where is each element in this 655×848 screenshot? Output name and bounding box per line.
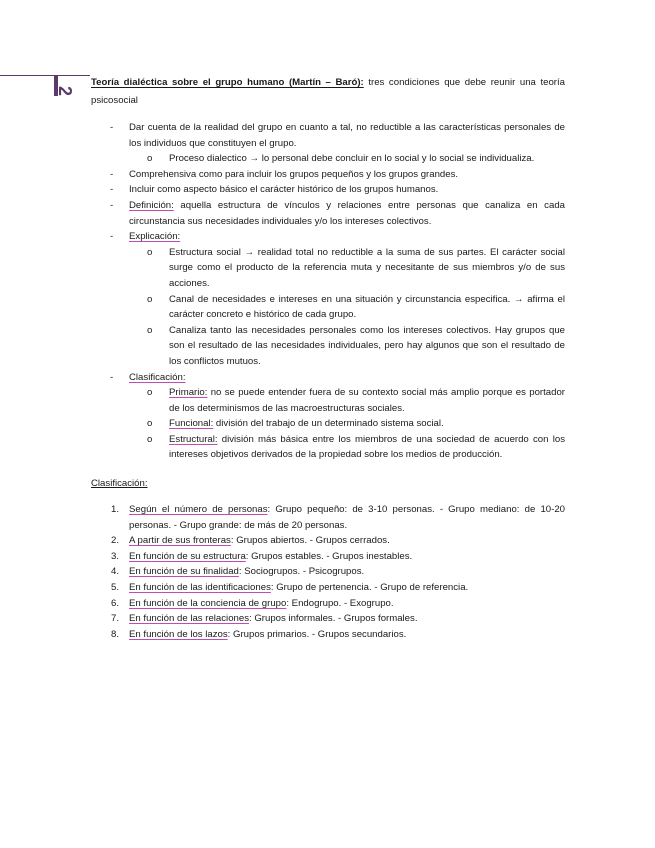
document-body: [91, 74, 565, 642]
list-item: [91, 370, 565, 464]
sub-list-item: o Estructura social → realidad total no reductible a la suma de sus partes. El carácter social surge como el producto de la referencia muta y necesitante de sus miembros y/o de sus acciones.: [129, 245, 565, 292]
numbered-item: 2. A partir de sus fronteras: Grupos abiertos. - Grupos cerrados.: [111, 535, 390, 547]
numbered-item: 5. En función de las identificaciones: Grupo de pertenencia. - Grupo de referencia.: [111, 582, 469, 594]
sub-list-item: o Primario: no se puede entender fuera de su contexto social más amplio porque es portador de los determinismos de las macroestructuras sociales.: [129, 385, 565, 416]
definition-label: Definición:: [129, 199, 174, 211]
title-subtitle: tres condiciones que debe reunir una teoría psicosocial: [91, 77, 565, 106]
list-item: - Dar cuenta de la realidad del grupo en cuanto a tal, no reductible a las características personales de los individuos que constituyen el grupo. o Proceso dialectico → lo personal debe concluir en lo social y lo social se individualiza.: [91, 120, 565, 167]
page-number: 2: [55, 85, 76, 97]
list-item: - Incluir como aspecto básico el carácter histórico de los grupos humanos.: [91, 182, 565, 198]
title-heading: Teoría dialéctica sobre el grupo humano (Martín – Baró):: [91, 77, 364, 88]
numbered-item: 3. En función de su estructura: Grupos estables. - Grupos inestables.: [111, 550, 413, 562]
sub-list: [129, 151, 565, 167]
sub-list-item: o Proceso dialectico → lo personal debe concluir en lo social y lo social se individualiza.: [129, 151, 565, 167]
numbered-item: 8. En función de los lazos: Grupos primarios. - Grupos secundarios.: [111, 628, 407, 640]
sub-list-item: o Funcional: división del trabajo de un determinado sistema social.: [129, 416, 565, 432]
page-header-rule: [0, 75, 90, 76]
sub-list-item: o Canal de necesidades e intereses en una situación y circunstancia especifica. → afirma el carácter concreto e histórico de cada grupo.: [129, 292, 565, 323]
sub-list-item: o Canaliza tanto las necesidades personales como los intereses colectivos. Hay grupos que son el resultado de las necesidades individuales, pero hay algunos que son el resultado de los conflictos mutuos.: [129, 323, 565, 370]
numbered-item: 6. En función de la conciencia de grupo: Endogrupo. - Exogrupo.: [111, 597, 394, 609]
numbered-item: 1. Según el número de personas: Grupo pequeño: de 3-10 personas. - Grupo mediano: de 10-20 personas. - Grupo grande: de más de 20 personas.: [111, 504, 565, 531]
classification-heading: Clasificación:: [91, 478, 148, 490]
numbered-item: 7. En función de las relaciones: Grupos informales. - Grupos formales.: [111, 613, 418, 625]
document-title: [91, 74, 565, 110]
sub-list: [129, 385, 565, 463]
list-item: - Comprehensiva como para incluir los grupos pequeños y los grupos grandes.: [91, 167, 565, 183]
classification-list: [91, 502, 565, 642]
conditions-list: [91, 120, 565, 463]
sub-list-item: o Estructural: división más básica entre los miembros de una sociedad de acuerdo con los intereses objetivos derivados de la propiedad sobre los medios de producción.: [129, 432, 565, 463]
numbered-item: 4. En función de su finalidad: Sociogrupos. - Psicogrupos.: [111, 566, 365, 578]
classification-label: Clasificación:: [129, 371, 186, 383]
explanation-label: Explicación:: [129, 231, 181, 243]
sub-list: [129, 245, 565, 370]
list-item: - Definición: aquella estructura de vínculos y relaciones entre personas que canaliza en cada circunstancia sus necesidades individuales y/o los intereses colectivos.: [91, 198, 565, 229]
list-item: [91, 229, 565, 369]
